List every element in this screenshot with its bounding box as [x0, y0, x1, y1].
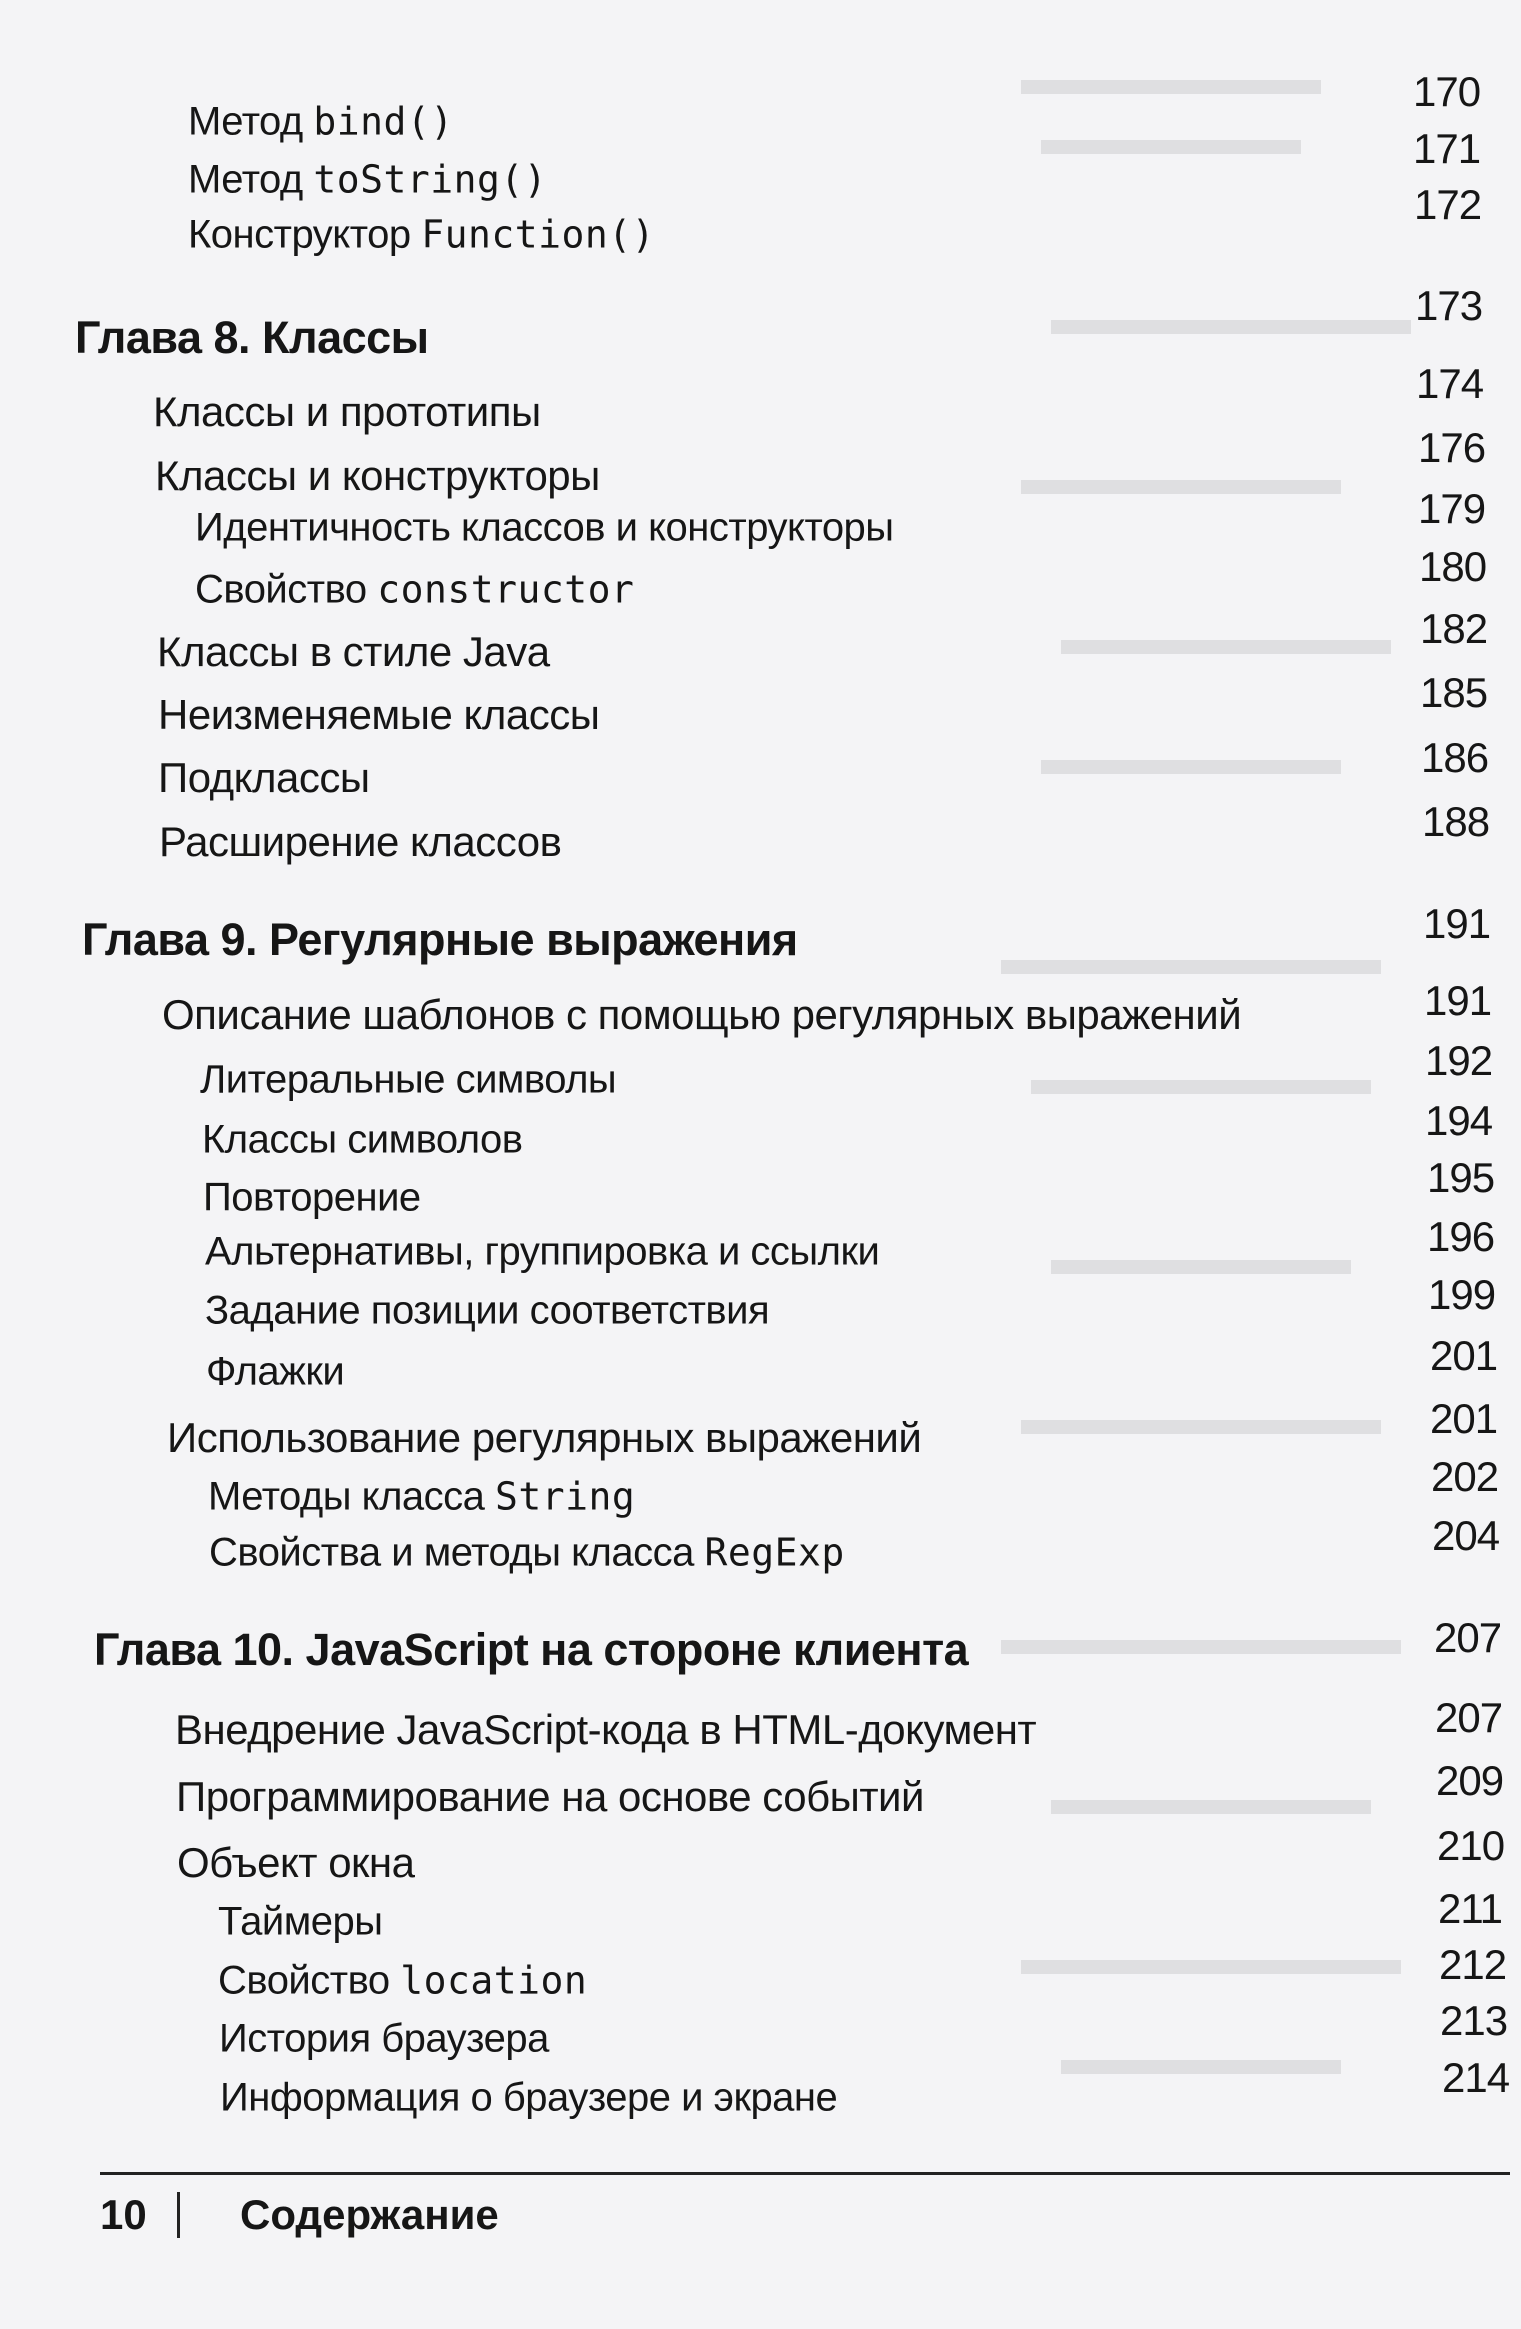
chapter-title: Глава 10. JavaScript на стороне клиента: [94, 1624, 969, 1675]
toc-page-number: 213: [1440, 1997, 1508, 2044]
toc-page-number: 196: [1427, 1213, 1495, 1260]
toc-page-number: 172: [1414, 181, 1482, 228]
toc-entry-code: toString(): [313, 157, 548, 202]
toc-entry-text: Задание позиции соответствия: [205, 1288, 770, 1333]
toc-page-number: 214: [1442, 2054, 1510, 2101]
toc-entry-text: Классы в стиле Java: [157, 628, 550, 675]
toc-entry-text: Информация о браузере и экране: [220, 2075, 838, 2120]
toc-page-number: 210: [1437, 1822, 1505, 1869]
toc-entry-text: Классы и прототипы: [153, 388, 541, 435]
toc-page-number: 185: [1420, 669, 1488, 716]
footer-section-title: Содержание: [240, 2191, 499, 2238]
toc-page-number: 179: [1418, 485, 1486, 532]
toc-page-number: 173: [1415, 282, 1483, 329]
toc-page-number: 204: [1432, 1512, 1500, 1559]
toc-page-number: 180: [1419, 543, 1487, 590]
toc-entry-code: Function(): [421, 212, 655, 257]
toc-entry-code: location: [400, 1958, 588, 2003]
toc-entry-text: Повторение: [203, 1175, 421, 1220]
toc-entry-text: Подклассы: [158, 754, 370, 801]
toc-page-number: 182: [1420, 605, 1488, 652]
toc-page-number: 201: [1430, 1332, 1498, 1379]
toc-entry-text: Классы и конструкторы: [155, 452, 600, 499]
footer-separator: [177, 2192, 180, 2238]
toc-entry-text: Описание шаблонов с помощью регулярных выражений: [162, 991, 1242, 1038]
toc-page-number: 188: [1422, 798, 1490, 845]
toc-entry-code: constructor: [377, 567, 635, 612]
toc-page-number: 207: [1434, 1614, 1502, 1661]
toc-page-number: 186: [1421, 734, 1489, 781]
toc-entry-text: Метод: [188, 99, 314, 144]
toc-entry-text: Свойство: [218, 1958, 401, 2003]
toc-page-number: 195: [1427, 1154, 1495, 1201]
toc-entry-text: Внедрение JavaScript-кода в HTML-документ: [175, 1706, 1037, 1753]
toc-entry-text: Классы символов: [202, 1117, 523, 1162]
toc-page-number: 209: [1436, 1757, 1504, 1804]
toc-entry-text: Флажки: [206, 1349, 345, 1394]
toc-page-number: 194: [1425, 1097, 1493, 1144]
toc-entry-code: RegExp: [704, 1530, 845, 1575]
toc-page-number: 212: [1439, 1941, 1507, 1988]
toc-entry-text: Свойство: [195, 567, 378, 612]
toc-page-number: 170: [1413, 68, 1481, 115]
toc-page-number: 192: [1425, 1037, 1493, 1084]
footer-page-number: 10: [100, 2191, 147, 2238]
toc-entry-text: Использование регулярных выражений: [167, 1414, 922, 1461]
toc-entry-text: История браузера: [219, 2016, 549, 2061]
toc-entry-text: Программирование на основе событий: [176, 1773, 924, 1820]
chapter-title: Глава 8. Классы: [75, 312, 429, 363]
toc-page-number: 176: [1418, 424, 1486, 471]
footer-rule: [100, 2172, 1510, 2175]
toc-entry-text: Методы класса: [208, 1474, 496, 1519]
toc-entry-text: Неизменяемые классы: [158, 691, 600, 738]
toc-entry-text: Альтернативы, группировка и ссылки: [205, 1229, 880, 1274]
chapter-title: Глава 9. Регулярные выражения: [82, 914, 798, 965]
toc-entry-text: Конструктор: [188, 212, 422, 257]
toc-page-number: 202: [1431, 1453, 1499, 1500]
toc-page-number: 199: [1428, 1271, 1496, 1318]
toc-entry-text: Метод: [188, 157, 314, 202]
toc-page-number: 191: [1423, 900, 1491, 947]
toc-page-number: 191: [1424, 977, 1492, 1024]
toc-page-number: 174: [1416, 360, 1484, 407]
toc-entry-text: Расширение классов: [159, 818, 562, 865]
toc-page-number: 211: [1438, 1885, 1502, 1932]
toc-entry-text: Свойства и методы класса: [209, 1530, 705, 1575]
toc-entry-code: String: [495, 1474, 636, 1519]
toc-page-number: 201: [1430, 1395, 1498, 1442]
toc-page-number: 207: [1435, 1694, 1503, 1741]
toc-entry-text: Объект окна: [177, 1839, 415, 1886]
toc-entry-text: Идентичность классов и конструкторы: [195, 505, 894, 550]
toc-entry-code: bind(): [313, 99, 454, 144]
toc-entry-text: Литеральные символы: [200, 1057, 617, 1102]
toc-page-number: 171: [1413, 125, 1481, 172]
toc-entry-text: Таймеры: [218, 1899, 383, 1944]
